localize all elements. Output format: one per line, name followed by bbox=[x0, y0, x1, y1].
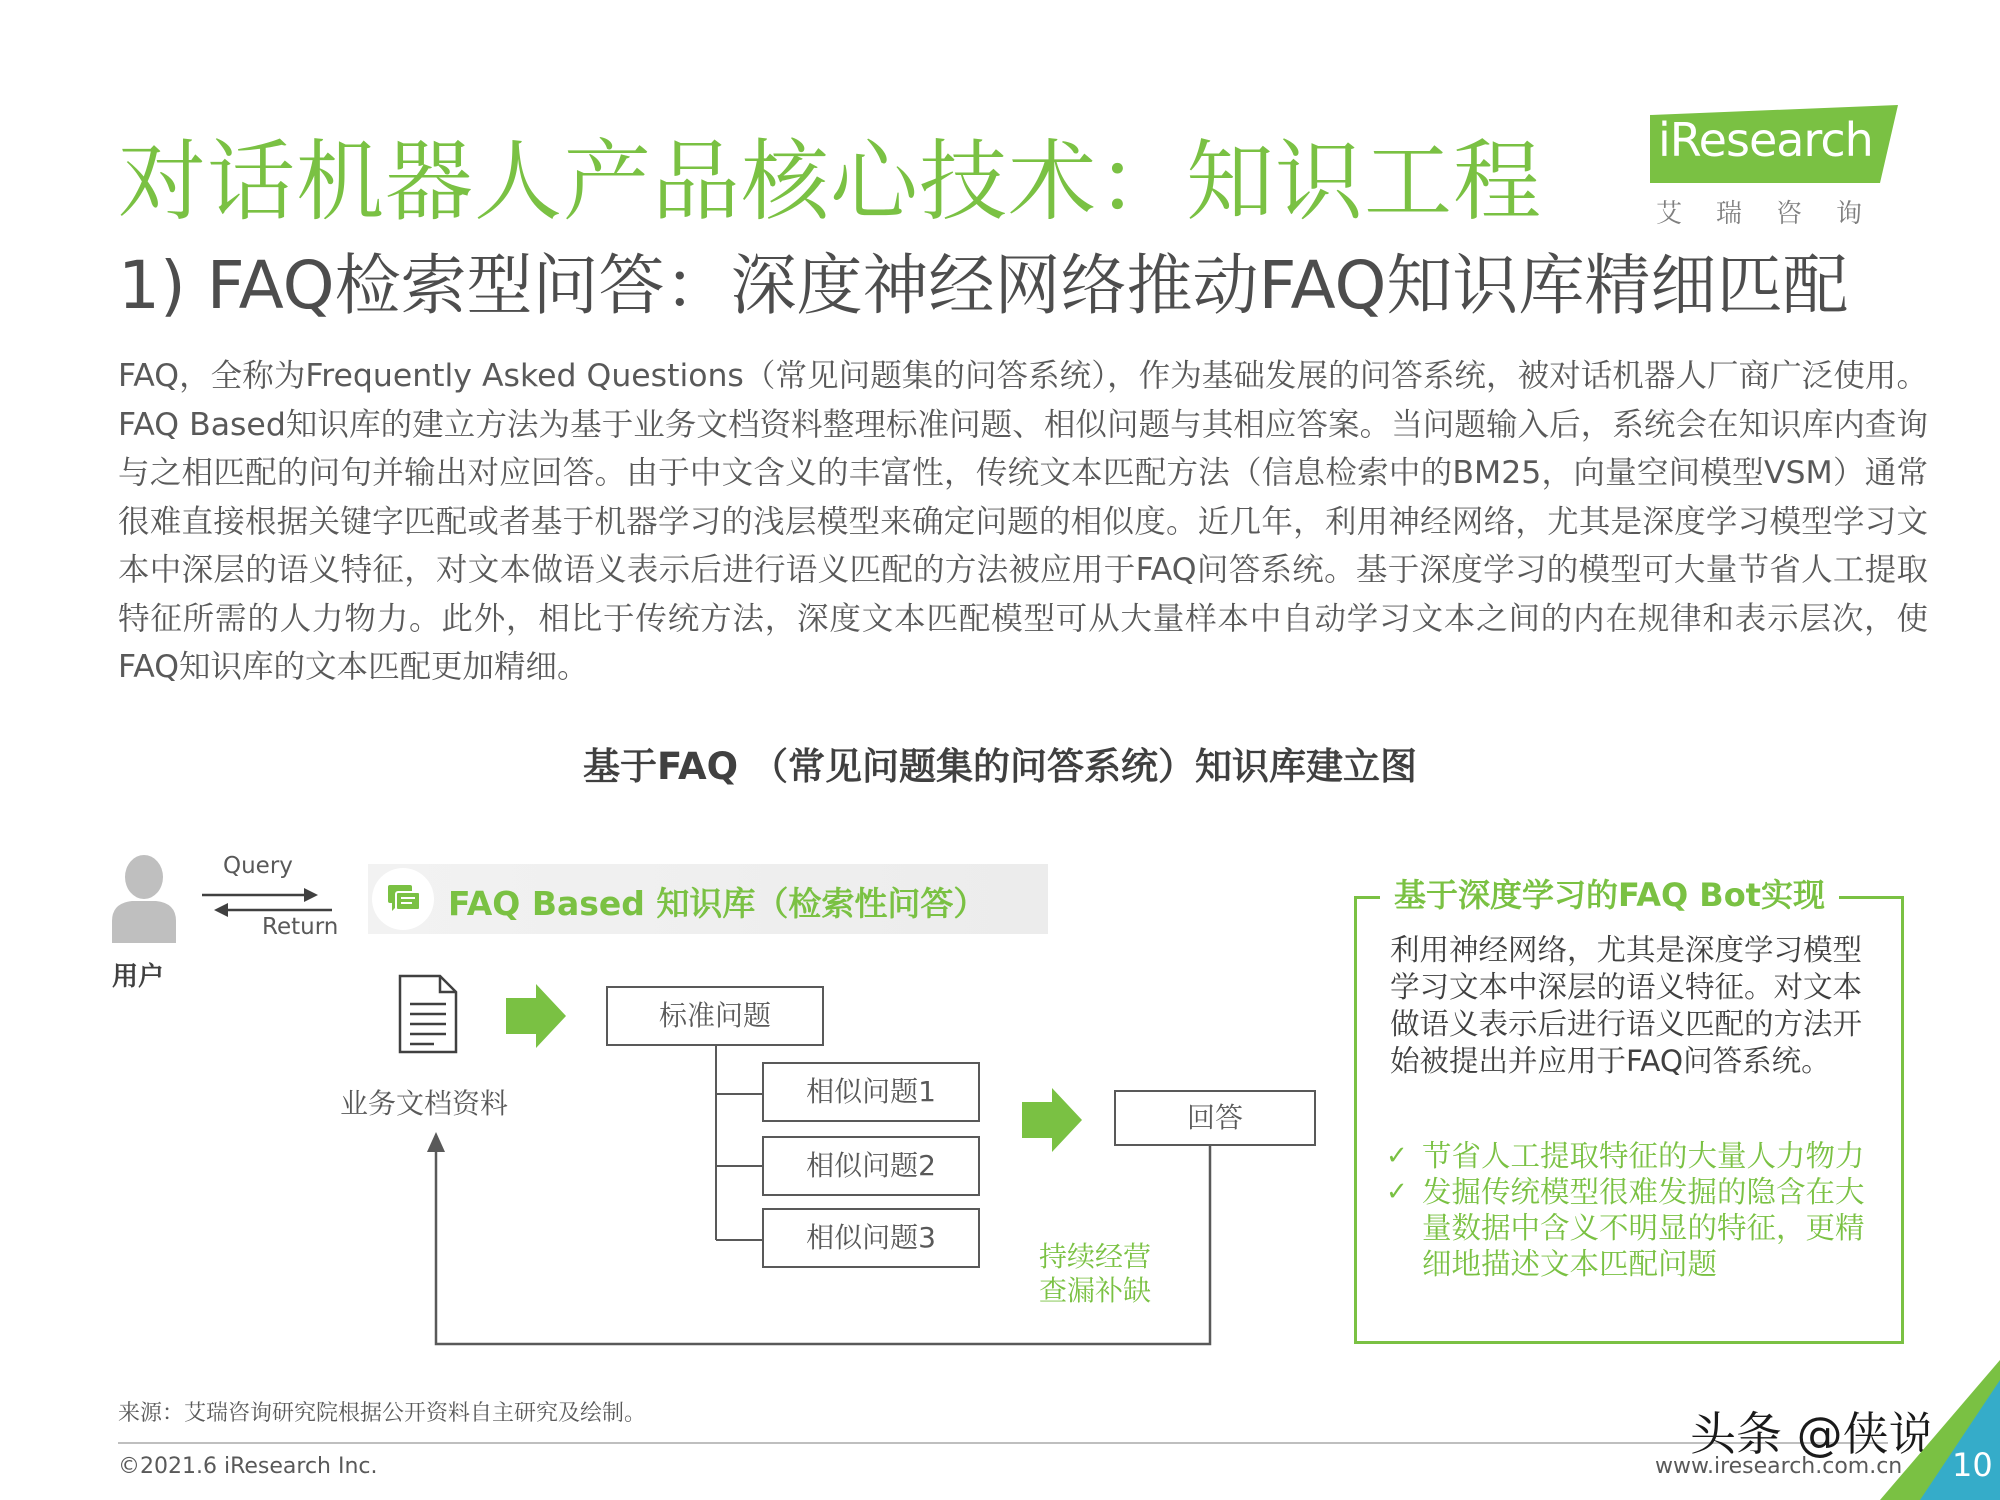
page-number: 10 bbox=[1952, 1446, 1993, 1484]
diagram-title: 基于FAQ （常见问题集的问答系统）知识库建立图 bbox=[583, 745, 1417, 788]
chat-bubble-icon bbox=[372, 868, 434, 930]
faq-knowledge-base-label: FAQ Based 知识库（检索性问答） bbox=[448, 884, 987, 923]
benefit-item-text: 发掘传统模型很难发掘的隐含在大量数据中含义不明显的特征，更精细地描述文本匹配问题 bbox=[1422, 1175, 1865, 1281]
green-arrow-to-standard bbox=[506, 984, 566, 1048]
intro-paragraph-text: FAQ，全称为Frequently Asked Questions（常见问题集的问答系统），作为基础发展的问答系统，被对话机器人厂商广泛使用。FAQ Based知识库的建立方法为基于业务文档资料整理标准问题、相似问题与其相应答案。当问题输入后，系统会在知识库内查询与之相匹配的问句并输出对应回答。由于中文含义的丰富性，传统文本匹配方法（信息检索中的BM25，向量空间模型VSM）通常很难直接根据关键字匹配或者基于机器学习的浅层模型来确定问题的相似度。近几年，利用神经网络，尤其是深度学习模型学习文本中深层的语义特征，对文本做语义表示后进行语义匹配的方法被应用于FAQ问答系统。基于深度学习的模型可大量节省人工提取特征所需的人力物力。此外，相比于传统方法，深度文本匹配模型可从大量样本中自动学习文本之间的内在规律和表示层次，使FAQ知识库的文本匹配更加精细。 bbox=[118, 358, 1928, 685]
document-icon bbox=[398, 974, 460, 1054]
business-docs-label: 业务文档资料 bbox=[340, 1087, 509, 1120]
similar-question-tree bbox=[716, 1046, 762, 1240]
source-note: 来源：艾瑞咨询研究院根据公开资料自主研究及绘制。 bbox=[118, 1401, 647, 1426]
similar-question-box-1: 相似问题1 bbox=[762, 1062, 980, 1122]
faq-bot-panel-title: 基于深度学习的FAQ Bot实现 bbox=[1380, 870, 1839, 916]
continuous-operation-line-1: 持续经营 bbox=[1038, 1240, 1151, 1273]
user-label: 用户 bbox=[112, 962, 165, 992]
faq-bot-benefit-list bbox=[1386, 1138, 1886, 1282]
green-arrow-to-answer bbox=[1022, 1088, 1082, 1152]
standard-question-box: 标准问题 bbox=[606, 986, 824, 1046]
continuous-operation-label bbox=[1030, 1240, 1160, 1308]
benefit-item bbox=[1386, 1138, 1886, 1174]
logo-chinese-name: 艾瑞咨询 bbox=[1656, 199, 1897, 229]
benefit-item-text: 节省人工提取特征的大量人力物力 bbox=[1422, 1139, 1865, 1173]
faq-knowledge-base-bar bbox=[368, 864, 1048, 934]
checkmark-icon: ✓ bbox=[1386, 1141, 1408, 1171]
logo-wordmark: iResearch bbox=[1658, 113, 1873, 167]
faq-bot-panel-body: 利用神经网络，尤其是深度学习模型学习文本中深层的语义特征。对文本做语义表示后进行语义匹配的方法开始被提出并应用于FAQ问答系统。 bbox=[1390, 933, 1863, 1078]
benefit-item bbox=[1386, 1174, 1886, 1282]
return-label: Return bbox=[262, 914, 339, 940]
answer-box: 回答 bbox=[1114, 1090, 1316, 1146]
copyright-text: ©2021.6 iResearch Inc. bbox=[118, 1454, 378, 1479]
footer-divider bbox=[118, 1442, 1888, 1444]
page-title: 对话机器人产品核心技术：知识工程 bbox=[118, 130, 1543, 233]
checkmark-icon: ✓ bbox=[1386, 1177, 1408, 1207]
continuous-operation-line-2: 查漏补缺 bbox=[1038, 1274, 1151, 1307]
similar-question-box-3: 相似问题3 bbox=[762, 1208, 980, 1268]
query-label: Query bbox=[223, 853, 293, 879]
page-subtitle: 1) FAQ检索型问答：深度神经网络推动FAQ知识库精细匹配 bbox=[118, 247, 1849, 324]
similar-question-box-2: 相似问题2 bbox=[762, 1136, 980, 1196]
toutiao-watermark: 头条 @侠说 bbox=[1690, 1407, 1935, 1461]
user-icon bbox=[108, 853, 180, 943]
query-arrow bbox=[202, 888, 318, 902]
faq-icon-container bbox=[372, 868, 434, 930]
feedback-loop-arrowhead bbox=[427, 1132, 445, 1152]
website-text: www.iresearch.com.cn bbox=[1655, 1454, 1903, 1479]
